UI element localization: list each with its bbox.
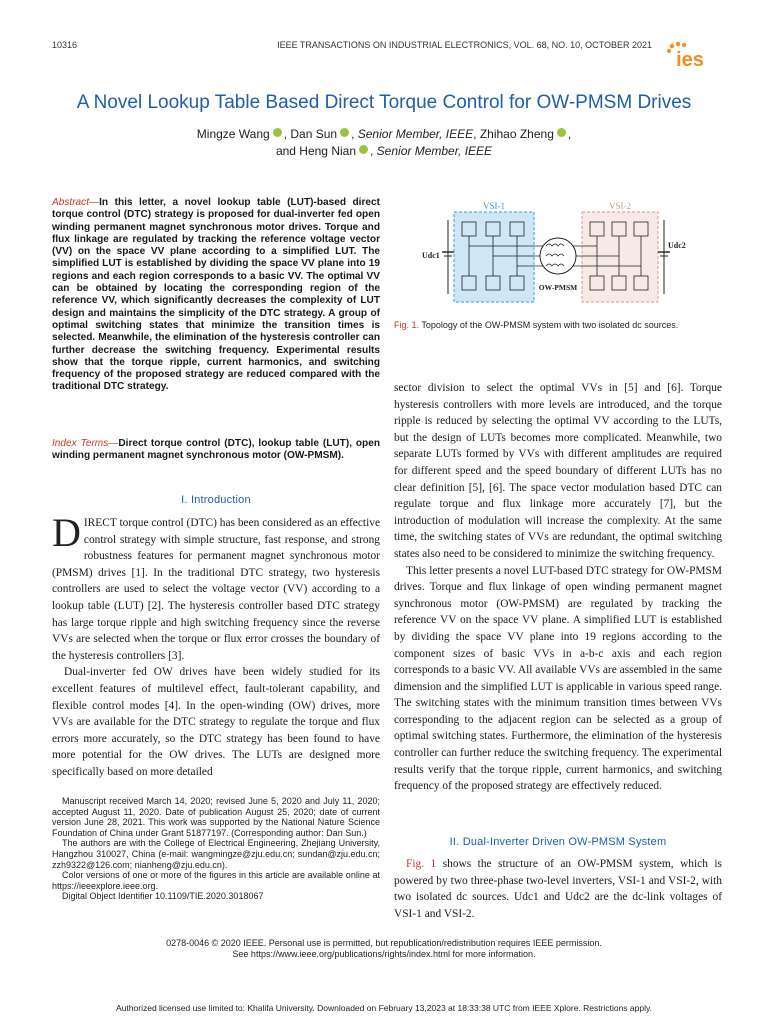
footnote-manuscript: Manuscript received March 14, 2020; revised June 5, 2020 and July 11, 2020; accepted August 11, 2020. Date of publication August 25, 2020; date of current version June 28, 2021. This work was supported by the National Nature Science Foundation of China under Grant 51877197. (Corresponding author: Dan Sun.) [52, 796, 380, 838]
paper-title: A Novel Lookup Table Based Direct Torque Control for OW-PMSM Drives [76, 92, 692, 113]
vsi2-label: VSI-2 [609, 201, 631, 211]
footnote [52, 796, 380, 902]
footnote-affiliation: The authors are with the College of Electrical Engineering, Zhejiang University, Hangzhou 310027, China (e-mail: wangmingze@zju.edu.cn; sundan@zju.edu.cn; zzh9322@126.com; nianheng@zju.edu.cn). [52, 838, 380, 870]
section-heading-introduction: I. Introduction [181, 494, 251, 506]
author-list: Mingze Wang , Dan Sun , Senior Member, IEEE, Zhihao Zheng , and Heng Nian , Senior Member, IEEE [196, 127, 572, 158]
right-paragraph-1: sector division to select the optimal VVs in [5] and [6]. Torque hysteresis controllers with more levels are introduced, and the torque ripple is reduced by selecting the optimal VV according to the LUTs, but the design of LUTs becomes more complicated. Meanwhile, two separate LUTs formed by VVs with different amplitudes are required for different speed and the speed boundary of different LUTs has no clear definition [5], [6]. The space vector modulation based DTC can regulate torque and flux linkage more accurately [7], but the introduction of modulation will increase the complexity. At the same time, the switching states of VVs are redundant, the optimal switching states also need to be considered to minimize the switching frequency. [394, 382, 722, 560]
license-notice: Authorized licensed use limited to: Khalifa University. Downloaded on February 13,2023 at 18:33:38 UTC from IEEE Xplore. Restrictions apply. [116, 1003, 652, 1013]
author-name: and Heng Nian [275, 144, 356, 158]
author-name: Dan Sun [290, 127, 338, 141]
vsi1-label: VSI-1 [483, 201, 505, 211]
right-paragraph-2: This letter presents a novel LUT-based DTC strategy for OW-PMSM drives. Torque and flux linkage of open winding permanent magnet synchronous motor (OW-PMSM) are regulated by tracking the reference VV on the space VV plane. A simplified LUT is established by dividing the space VV plane into 19 regions according to the component sizes of basic VVs in a-b-c axis and each region corresponds to a basic VV. All available VVs are assembled in the same dimension and the simplified LUT is applicable in various speed range. The switching states with the minimum transition times between VVs corresponding to the adjacent region can be selected as a group of optimal switching states. Furthermore, the elimination of the hysteresis controller can further reduce the switching frequency. The experimental results verify that the torque ripple, current harmonics, and switching frequency of the proposed strategy are effectively reduced. [394, 564, 722, 793]
orcid-icon[interactable] [359, 145, 368, 154]
figure-caption [394, 320, 722, 331]
vsi2-region [582, 212, 658, 302]
intro-paragraph-1: DIRECT torque control (DTC) has been considered as an effective control strategy with simple structure, fast response, and strong robustness features for permanent magnet synchronous motor (PMSM) drives [1]. In the traditional DTC strategy, two hysteresis controllers are used to select the voltage vector (VV) according to a lookup table (LUT) [2]. The hysteresis controller based DTC strategy has large torque ripple and high switching frequency since the reverse VVs are selected when the torque or flux error crosses the boundary of the hysteresis controllers [3]. [52, 510, 380, 662]
page-number: 10316 [52, 40, 78, 50]
footnote-doi: Digital Object Identifier 10.1109/TIE.2020.3018067 [62, 891, 264, 902]
section-heading-system: II. Dual-Inverter Driven OW-PMSM System [449, 836, 667, 848]
journal-info: IEEE TRANSACTIONS ON INDUSTRIAL ELECTRONICS, VOL. 68, NO. 10, OCTOBER 2021 [277, 40, 652, 50]
copyright-notice [80, 938, 688, 960]
running-header [52, 40, 652, 54]
index-terms-label: Index Terms— [52, 438, 119, 449]
author-name: Mingze Wang [196, 127, 270, 141]
figure-caption-text: Topology of the OW-PMSM system with two isolated dc sources. [421, 320, 679, 330]
section2-paragraph-1: Fig. 1 shows the structure of an OW-PMSM system, which is powered by two three-phase two-level inverters, VSI-1 and VSI-2, with two isolated dc sources. Udc1 and Udc2 are the dc-link voltages of VSI-1 and VSI-2. [394, 858, 722, 920]
abstract-text: In this letter, a novel lookup table (LUT)-based direct torque control (DTC) strategy is proposed for dual-inverter fed open winding permanent magnet synchronous motor drives. Torque and flux linkage are regulated by tracking the reference voltage vector (VV) on the space VV plane according to a simplified LUT. The simplified LUT is established by dividing the space VV plane into 19 regions and each region corresponds to a basic VV. The optimal VV can be obtained by locating the corresponding region of the reference VV, which significantly decreases the complexity of LUT design and maintains the simplicity of the DTC strategy. A group of optimal switching states that minimize the transition times is selected. Meanwhile, the elimination of the hysteresis controller can further decrease the switching frequency. Experimental results show that the torque ripple, current harmonics, and switching frequency of the proposed strategy are reduced compared with the traditional DTC strategy. [52, 197, 380, 393]
section2-body [394, 856, 722, 922]
ies-logo-text: ies [676, 49, 704, 71]
author-name: Zhihao Zheng [479, 127, 554, 141]
author-role: Senior Member, IEEE [357, 127, 474, 141]
copyright-line-2: See https://www.ieee.org/publications/rights/index.html for more information. [232, 949, 536, 959]
index-terms [52, 438, 380, 463]
orcid-icon[interactable] [340, 128, 349, 137]
vsi1-region [454, 212, 534, 302]
author-role: Senior Member, IEEE [376, 144, 493, 158]
orcid-icon[interactable] [557, 128, 566, 137]
drop-cap: D [52, 510, 81, 555]
motor-label: OW-PMSM [538, 283, 578, 292]
abstract-label: Abstract— [52, 197, 100, 208]
copyright-line-1: 0278-0046 © 2020 IEEE. Personal use is permitted, but republication/redistribution requires IEEE permission. [166, 938, 602, 948]
udc1-label: Udc1 [422, 251, 440, 260]
ies-logo [664, 40, 720, 72]
figure-caption-label: Fig. 1. [394, 320, 420, 330]
orcid-icon[interactable] [273, 128, 282, 137]
introduction-body [52, 510, 380, 781]
udc2-label: Udc2 [668, 241, 686, 250]
figure-topology-diagram [420, 200, 688, 312]
figure-link[interactable]: Fig. 1 [406, 858, 437, 870]
intro-paragraph-2: Dual-inverter fed OW drives have been widely studied for its excellent features of multilevel effect, fault-tolerant capability, and flexible control modes [4]. In the open-winding (OW) drives, more VVs are available for the DTC strategy to regulate the torque and flux errors more accurately, so the DTC strategy has been found to have more potential for the OW drives. The LUTs are designed more specifically based on more detailed [52, 666, 380, 778]
abstract [52, 197, 380, 394]
index-terms-text: Direct torque control (DTC), lookup table (LUT), open winding permanent magnet synchronous motor (OW-PMSM). [52, 438, 381, 462]
right-column-body [394, 380, 722, 795]
footnote-color: Color versions of one or more of the figures in this article are available online at https://ieeexplore.ieee.org. [52, 870, 380, 891]
